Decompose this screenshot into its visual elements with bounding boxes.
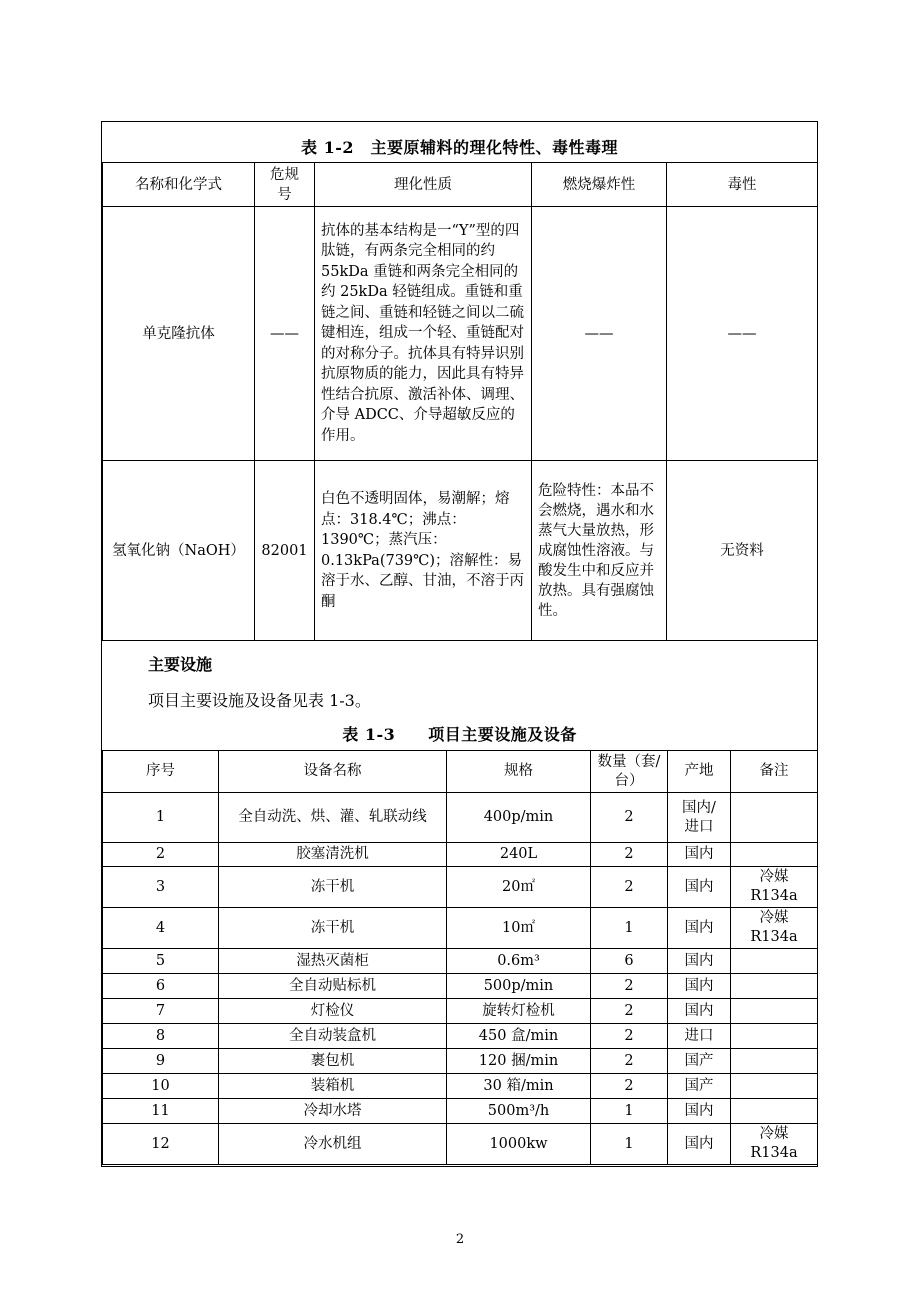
row-origin: 国内 xyxy=(668,843,731,867)
material-properties: 白色不透明固体，易潮解；熔点：318.4℃；沸点：1390℃；蒸汽压：0.13kPa(739℃)；溶解性：易溶于水、乙醇、甘油，不溶于丙酮 xyxy=(315,461,532,641)
row-no: 7 xyxy=(103,999,219,1024)
row-note: 冷媒 R134a xyxy=(731,867,818,908)
row-no: 4 xyxy=(103,908,219,949)
row-qty: 1 xyxy=(591,1099,668,1124)
row-no: 2 xyxy=(103,843,219,867)
row-qty: 6 xyxy=(591,949,668,974)
row-no: 5 xyxy=(103,949,219,974)
row-qty: 2 xyxy=(591,974,668,999)
table-row xyxy=(103,999,818,1024)
row-spec: 10㎡ xyxy=(447,908,591,949)
table-1-2-title: 表 1-2 主要原辅料的理化特性、毒性毒理 xyxy=(301,138,618,157)
row-origin: 国内 xyxy=(668,908,731,949)
row-qty: 2 xyxy=(591,793,668,843)
row-equipment: 灯检仪 xyxy=(219,999,447,1024)
row-no: 10 xyxy=(103,1074,219,1099)
material-explosive: —— xyxy=(532,207,667,461)
header-properties: 理化性质 xyxy=(315,163,532,207)
table-header-row xyxy=(103,751,818,793)
material-toxicity: 无资料 xyxy=(667,461,818,641)
row-equipment: 胶塞清洗机 xyxy=(219,843,447,867)
row-no: 6 xyxy=(103,974,219,999)
row-note xyxy=(731,793,818,843)
document-frame xyxy=(101,121,818,1167)
row-equipment: 装箱机 xyxy=(219,1074,447,1099)
row-qty: 2 xyxy=(591,843,668,867)
row-equipment: 冷却水塔 xyxy=(219,1099,447,1124)
row-note xyxy=(731,999,818,1024)
row-spec: 500m³/h xyxy=(447,1099,591,1124)
row-origin: 国内 xyxy=(668,949,731,974)
header-qty: 数量（套/台） xyxy=(591,751,668,793)
row-no: 1 xyxy=(103,793,219,843)
row-equipment: 湿热灭菌柜 xyxy=(219,949,447,974)
row-origin: 国产 xyxy=(668,1074,731,1099)
header-origin: 产地 xyxy=(668,751,731,793)
row-note xyxy=(731,1074,818,1099)
row-spec: 30 箱/min xyxy=(447,1074,591,1099)
row-origin: 进口 xyxy=(668,1024,731,1049)
row-origin: 国内 xyxy=(668,1124,731,1165)
row-equipment: 裹包机 xyxy=(219,1049,447,1074)
row-qty: 2 xyxy=(591,867,668,908)
row-spec: 120 捆/min xyxy=(447,1049,591,1074)
header-toxicity: 毒性 xyxy=(667,163,818,207)
page-number: 2 xyxy=(455,1232,465,1247)
row-note xyxy=(731,843,818,867)
row-equipment: 全自动贴标机 xyxy=(219,974,447,999)
row-note xyxy=(731,1099,818,1124)
header-code: 危规号 xyxy=(255,163,315,207)
header-spec: 规格 xyxy=(447,751,591,793)
material-toxicity: —— xyxy=(667,207,818,461)
row-no: 12 xyxy=(103,1124,219,1165)
row-origin: 国内 xyxy=(668,999,731,1024)
row-spec: 旋转灯检机 xyxy=(447,999,591,1024)
row-note xyxy=(731,1024,818,1049)
row-spec: 500p/min xyxy=(447,974,591,999)
row-spec: 400p/min xyxy=(447,793,591,843)
row-equipment: 全自动洗、烘、灌、轧联动线 xyxy=(219,793,447,843)
header-explosive: 燃烧爆炸性 xyxy=(532,163,667,207)
row-note: 冷媒 R134a xyxy=(731,1124,818,1165)
row-qty: 2 xyxy=(591,1049,668,1074)
row-no: 8 xyxy=(103,1024,219,1049)
material-name: 单克隆抗体 xyxy=(103,207,255,461)
row-equipment: 冻干机 xyxy=(219,908,447,949)
row-origin: 国内 xyxy=(668,1099,731,1124)
row-spec: 20㎡ xyxy=(447,867,591,908)
material-properties: 抗体的基本结构是一“Y”型的四肽链，有两条完全相同的约 55kDa 重链和两条完全相同的约 25kDa 轻链组成。重链和重链之间、重链和轻链之间以二硫键相连，组成一个轻、重链配对的对称分子。抗体具有特异识别抗原物质的能力，因此具有特异性结合抗原、激活补体、调理、介导 ADCC、介导超敏反应的作用。 xyxy=(315,207,532,461)
row-origin: 国内 xyxy=(668,867,731,908)
material-name: 氢氧化钠（NaOH） xyxy=(103,461,255,641)
row-note xyxy=(731,1049,818,1074)
table-row xyxy=(103,461,818,641)
row-note xyxy=(731,974,818,999)
table-row xyxy=(103,1099,818,1124)
row-note: 冷媒 R134a xyxy=(731,908,818,949)
row-origin: 国内/进口 xyxy=(668,793,731,843)
table-row xyxy=(103,793,818,843)
row-no: 11 xyxy=(103,1099,219,1124)
table-row xyxy=(103,974,818,999)
row-equipment: 全自动装盒机 xyxy=(219,1024,447,1049)
row-qty: 2 xyxy=(591,1074,668,1099)
table-1-3-title: 表 1-3 项目主要设施及设备 xyxy=(342,725,577,744)
row-spec: 0.6m³ xyxy=(447,949,591,974)
material-explosive: 危险特性：本品不会燃烧，遇水和水蒸气大量放热，形成腐蚀性溶液。与酸发生中和反应并放热。具有强腐蚀性。 xyxy=(532,461,667,641)
header-note: 备注 xyxy=(731,751,818,793)
row-qty: 2 xyxy=(591,999,668,1024)
row-no: 3 xyxy=(103,867,219,908)
header-name: 名称和化学式 xyxy=(103,163,255,207)
table-header-row xyxy=(103,163,818,207)
table-row xyxy=(103,843,818,867)
table-row xyxy=(103,1074,818,1099)
table-row xyxy=(103,207,818,461)
materials-properties-table xyxy=(102,162,818,641)
material-code: —— xyxy=(255,207,315,461)
header-equipment: 设备名称 xyxy=(219,751,447,793)
table-row xyxy=(103,1024,818,1049)
equipment-table xyxy=(102,750,818,1165)
header-no: 序号 xyxy=(103,751,219,793)
row-spec: 450 盒/min xyxy=(447,1024,591,1049)
row-spec: 1000kw xyxy=(447,1124,591,1165)
table-row xyxy=(103,867,818,908)
row-note xyxy=(731,949,818,974)
row-no: 9 xyxy=(103,1049,219,1074)
row-origin: 国产 xyxy=(668,1049,731,1074)
section-heading: 主要设施 xyxy=(148,655,213,674)
row-equipment: 冻干机 xyxy=(219,867,447,908)
table-row xyxy=(103,1124,818,1165)
table-row xyxy=(103,949,818,974)
row-qty: 1 xyxy=(591,1124,668,1165)
row-qty: 2 xyxy=(591,1024,668,1049)
row-origin: 国内 xyxy=(668,974,731,999)
row-equipment: 冷水机组 xyxy=(219,1124,447,1165)
table-row xyxy=(103,1049,818,1074)
row-qty: 1 xyxy=(591,908,668,949)
material-code: 82001 xyxy=(255,461,315,641)
table-row xyxy=(103,908,818,949)
row-spec: 240L xyxy=(447,843,591,867)
section-text: 项目主要设施及设备见表 1-3。 xyxy=(148,691,371,710)
